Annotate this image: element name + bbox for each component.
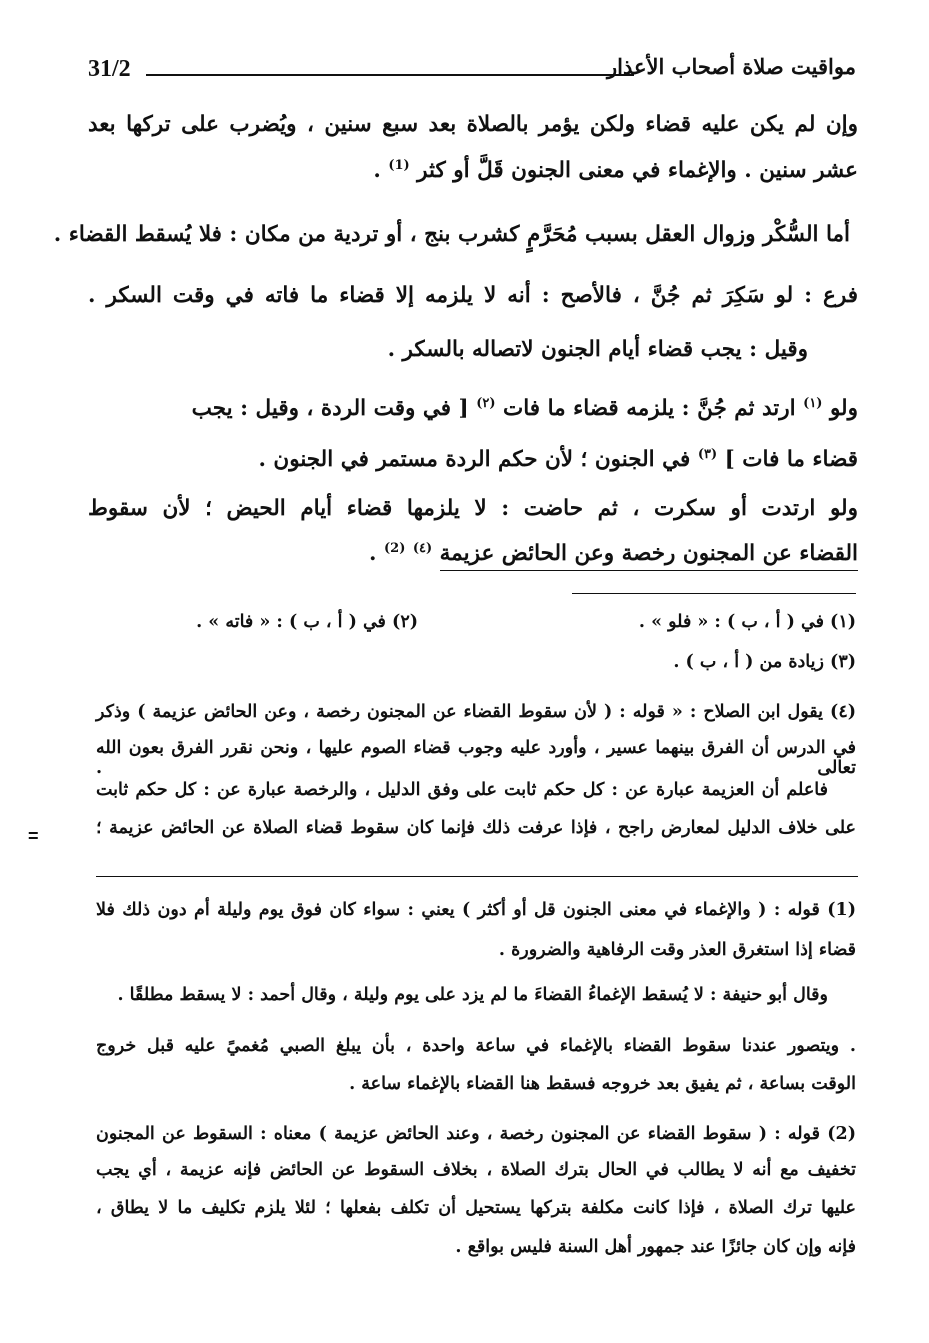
editor-ref-4: (٤): [412, 540, 433, 556]
commentary-2-cont-2: عليها ترك الصلاة ، فإذا كانت مكلفة بتركها يستحيل أن تكلف بفعلها ؛ لئلا يلزم تكليف ما لا يطاق ،: [96, 1198, 857, 1218]
main-line-6-a: ولو: [829, 396, 858, 421]
commentary-1-para3-cont: الوقت بساعة ، ثم يفيق بعد خروجه فسقط هنا القضاء بالإغماء ساعة .: [349, 1074, 856, 1094]
editor-ref-2: (٢): [476, 395, 496, 411]
editor-footnote-4-para2-cont: على خلاف الدليل لمعارض راجح ، فإذا عرفت ذلك فإنما كان سقوط قضاء الصلاة عن الحائض عزيمة ؛: [96, 818, 856, 838]
editor-footnote-1: (١) في ( أ ، ب ) : « فلو » .: [638, 612, 856, 632]
main-line-7-a: قضاء ما فات ]: [724, 447, 858, 472]
period: .: [373, 158, 381, 183]
editor-footnote-2: (٢) في ( أ ، ب ) : « فاته » .: [196, 612, 418, 632]
editor-footnote-3: (٣) زيادة من ( أ ، ب ) .: [673, 652, 856, 672]
editor-footnote-4-cont: في الدرس أن الفرق بينهما عسير ، وأورد عليه وجوب قضاء الصوم عليها ، ونحن نقرر الفرق بعون الله تعالى .: [96, 738, 856, 778]
commentary-2-cont-3: فإنه وإن كان جائزًا عند جمهور أهل السنة فليس بواقع .: [455, 1237, 856, 1257]
margin-continuation-mark: =: [28, 826, 39, 846]
commentary-2: (2) قوله : ( سقوط القضاء عن المجنون رخصة ، وعند الحائض عزيمة ) معناه : السقوط عن المجنون: [96, 1124, 856, 1144]
main-line-1: وإن لم يكن عليه قضاء ولكن يؤمر بالصلاة بعد سبع سنين ، ويُضرب على تركها بعد: [88, 112, 858, 137]
editor-ref-3: (٣): [697, 446, 718, 462]
footnote-ref-2: (2): [383, 540, 406, 556]
main-line-7-b: في الجنون ؛ لأن حكم الردة مستمر في الجنون .: [258, 447, 691, 472]
commentary-footnotes: [96, 0, 856, 1300]
main-line-6-c: [ في وقت الردة ، وقيل : يجب: [191, 396, 469, 421]
period-2: .: [368, 541, 377, 566]
main-line-5: وقيل : يجب قضاء أيام الجنون لاتصاله بالسكر .: [387, 337, 808, 362]
main-line-8: ولو ارتدت أو سكرت ، ثم حاضت : لا يلزمها قضاء أيام الحيض ؛ لأن سقوط: [88, 496, 858, 521]
commentary-1-cont: قضاء إذا استغرق العذر وقت الرفاهية والضرورة .: [498, 940, 856, 960]
editor-ref-1: (١): [803, 395, 823, 411]
commentary-2-cont-1: تخفيف مع أنه لا يطالب في الحال بترك الصلاة ، بخلاف السقوط عن الحائض فإنه عزيمة ، أي يجب: [96, 1160, 856, 1180]
main-line-2-text: عشر سنين . والإغماء في معنى الجنون قَلَّ أو كثر: [417, 158, 858, 183]
underlined-text: القضاء عن المجنون رخصة وعن الحائض عزيمة: [440, 541, 858, 571]
footnote-ref-1: (1): [388, 157, 410, 173]
main-line-4: فرع : لو سَكِرَ ثم جُنَّ ، فالأصح : أنه لا يلزمه إلا قضاء ما فاته في وقت السكر .: [88, 283, 858, 308]
commentary-1-para3: . ويتصور عندنا سقوط القضاء بالإغماء في ساعة واحدة ، بأن يبلغ الصبي مُغميً عليه قبل خروج: [96, 1036, 856, 1056]
commentary-1: (1) قوله : ( والإغماء في معنى الجنون قل أو أكثر ) يعني : سواء كان فوق يوم وليلة أم دون ذلك فلا: [96, 900, 856, 920]
running-title: مواقيت صلاة أصحاب الأعذار: [607, 54, 856, 79]
main-line-6-b: ارتد ثم جُنَّ : يلزمه قضاء ما فات: [503, 396, 796, 421]
commentary-1-para2: وقال أبو حنيفة : لا يُسقط الإغماءُ القضاءَ ما لم يزد على يوم وليلة ، وقال أحمد : لا يسقط مطلقًا .: [117, 985, 828, 1005]
page-number: 31/2: [88, 56, 131, 82]
editor-footnote-4-para2: فاعلم أن العزيمة عبارة عن : كل حكم ثابت على وفق الدليل ، والرخصة عبارة عن : كل حكم ثابت: [96, 780, 828, 800]
editor-footnote-4: (٤) يقول ابن الصلاح : « قوله : ( لأن سقوط القضاء عن المجنون رخصة ، وعن الحائض عزيمة ) وذكر: [96, 702, 856, 722]
main-line-3: أما السُّكْر وزوال العقل بسبب مُحَرَّمٍ كشرب بنج ، أو تردية من مكان : فلا يُسقط القضاء .: [53, 222, 850, 247]
